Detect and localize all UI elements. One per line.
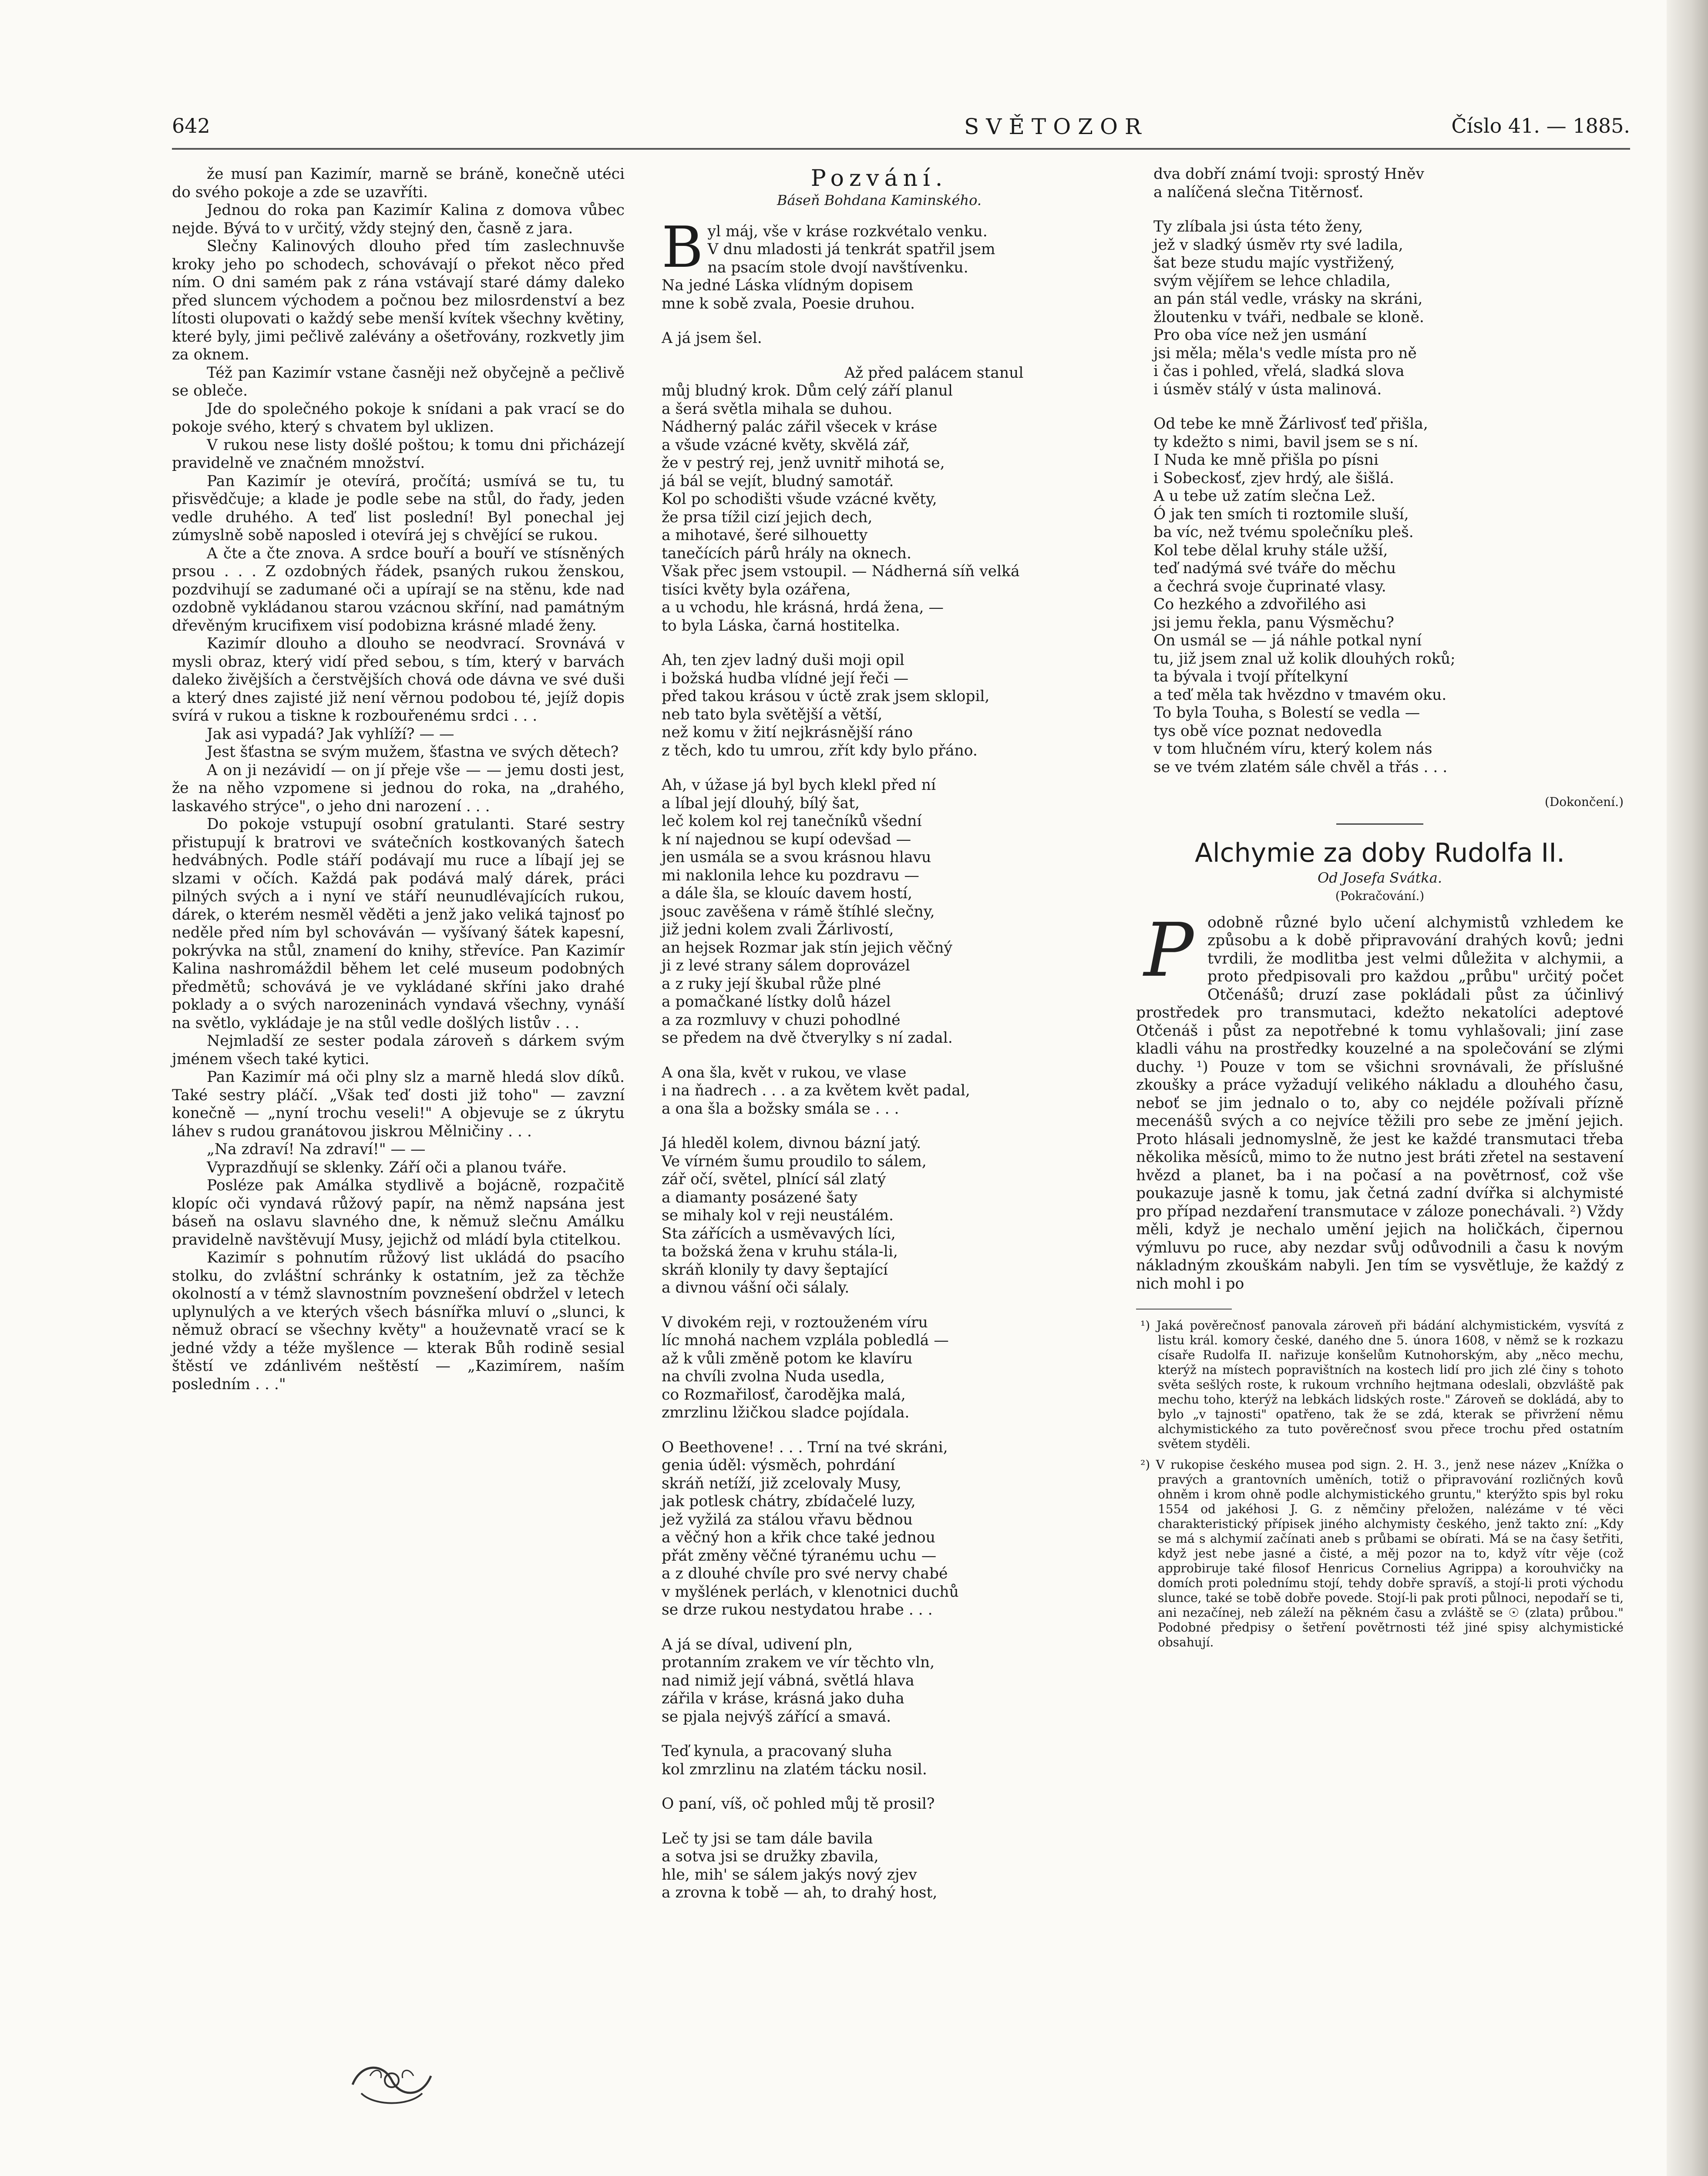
story-paragraph: A on ji nezávidí — on jí přeje vše — — jemu dosti jest, že na něho vzpomene si jednou do roka, na „drahého, laskavého strýce", o jeho dni narození . . . <box>172 761 625 815</box>
poem-line <box>662 473 1097 491</box>
poem-line <box>662 742 1097 760</box>
poem-line-text: tu, již jsem znal už kolik dlouhých roků; <box>1153 650 1456 668</box>
poem-line-text: můj bludný krok. Dům celý září planul <box>662 382 953 400</box>
poem-line <box>662 1708 1097 1726</box>
poem-line-text: až k vůli změně potom ke klavíru <box>662 1350 913 1367</box>
poem-line <box>662 295 1097 313</box>
poem-line <box>662 776 1097 795</box>
poem-line-text: a věčný hon a křik chce také jednou <box>662 1529 935 1546</box>
poem-line <box>1136 614 1624 632</box>
poem-line <box>662 1404 1097 1422</box>
poem-line-text: na psacím stole dvojí navštívenku. <box>707 259 968 276</box>
poem-line <box>1136 668 1624 686</box>
poem-line-text: a zrovna k tobě — ah, to drahý host, <box>662 1884 938 1901</box>
story-paragraph: Nejmladší ze sester podala zároveň s dárkem svým jménem všech také kytici. <box>172 1032 625 1068</box>
poem-line-text: Já hleděl kolem, divnou bázní jatý. <box>662 1135 921 1152</box>
poem-line <box>662 688 1097 706</box>
poem-line <box>662 241 1097 259</box>
poem-line-text: a líbal její dlouhý, bílý šat, <box>662 794 860 812</box>
column-1-story <box>172 165 625 1394</box>
story-paragraph: Též pan Kazimír vstane časněji než obyčejně a pečlivě se obleče. <box>172 364 625 400</box>
poem-line-text: jež v sladký úsměv rty své ladila, <box>1153 236 1403 254</box>
poem-line <box>1136 326 1624 345</box>
story-paragraph: Pan Kazimír má oči plny slz a marně hledá slov díků. Také sestry pláčí. „Však teď dosti již toho" — zavzní konečně — „nyní trochu veseli!" A objevuje se z úkrytu láhev s rudou granátovou jiskrou Mělničiny . . . <box>172 1068 625 1140</box>
poem-stanza <box>662 1830 1097 1902</box>
poem-line <box>662 1884 1097 1902</box>
page-edge-shadow <box>1667 0 1708 2176</box>
poem-line-text: žloutenku v tváři, nedbale se kloně. <box>1153 308 1424 326</box>
poem-line <box>1136 542 1624 560</box>
poem-line <box>662 454 1097 473</box>
poem-line-text: tisíci květy byla ozářena, <box>662 581 851 598</box>
poem-line <box>662 993 1097 1011</box>
poem-line-text: teď nadýmá své tváře do měchu <box>1153 560 1396 577</box>
poem-line <box>662 418 1097 437</box>
poem-line <box>1136 632 1624 650</box>
poem-line <box>1136 686 1624 705</box>
poem-line <box>662 831 1097 849</box>
poem-line-text: líc mnohá nachem vzplála pobledlá — <box>662 1332 949 1349</box>
poem-line <box>662 867 1097 885</box>
poem-stanza <box>662 214 1097 313</box>
poem-line <box>662 1011 1097 1030</box>
poem-line-text: skráň netíží, již zcelovaly Musy, <box>662 1474 901 1492</box>
poem-line <box>1136 381 1624 399</box>
poem-line <box>1136 470 1624 488</box>
poem-line <box>1136 596 1624 614</box>
poem-stanza <box>662 1636 1097 1726</box>
poem-line <box>662 1332 1097 1350</box>
story-paragraph: Pan Kazimír je otevírá, pročítá; usmívá se tu, tu přisvědčuje; a klade je podle sebe na stůl, do řady, jeden vedle druhého. A teď list poslední! Byl ponechal jej zúmyslně sobě naposled i otevírá jej s chvějící se rukou. <box>172 472 625 544</box>
story-paragraph: že musí pan Kazimír, marně se bráně, konečně utéci do svého pokoje a zde se uzavříti. <box>172 165 625 201</box>
poem-line <box>662 1225 1097 1243</box>
footnote: ²) V rukopise českého musea pod sign. 2. H. 3., jenž nese název „Knížka o pravých a grantovních uměních, totiž o připravování rozličných kovů ohněm i krom ohně podle alchymistického gruntu," kterýžto spis byl roku 1554 od jakéhosi J. G. z němčiny přeložen, nalézáme v té věci charakteristický přípisek jiného alchymisty českého, jenž takto zní: „Kdy se má s alchymií začínati aneb s průbami se obírati. Má se na časy šetřiti, když jest nebe jasné a čisté, a měj pozor na to, když vítr věje (což approbiruje také filosof Henricus Cornelius Agrippa) a korouhvičky na domích proti polednímu stojí, tehdy dobře spravíš, a stojí-li proti východu slunce, také se tobě dobře povede. Stojí-li pak proti půlnoci, nepodaří se ti, ani nezačínej, neb záleží na pěkném času a zvláště se ☉ (zlata) průbou." Podobné předpisy o šetření povětrnosti též jiné spisy alchymistické obsahují. <box>1140 1457 1624 1649</box>
poem-line-text: A já jsem šel. <box>662 329 762 347</box>
poem-line <box>1136 309 1624 327</box>
poem-line-text: i Sobeckosť, zjev hrdý, ale šišlá. <box>1153 469 1394 487</box>
poem-line <box>662 1866 1097 1884</box>
poem-line-text: hle, mih' se sálem jakýs nový zjev <box>662 1866 917 1884</box>
poem-line-text: ta božská žena v kruhu stála-li, <box>662 1243 898 1260</box>
poem-line <box>662 1457 1097 1475</box>
page-number: 642 <box>172 114 210 138</box>
poem-line-text: Až před palácem stanul <box>844 364 1024 382</box>
poem-line <box>662 795 1097 813</box>
ornament-vignette <box>344 2050 440 2111</box>
story-paragraph: Posléze pak Amálka stydlivě a bojácně, rozpačitě klopíc oči vyndavá růžový papír, na němž napsána jest báseň na oslavu slavného dne, k němuž slečnu Amálku pravidelně navštěvují Musy, jejichž od mládí byla ctitelkou. <box>172 1177 625 1249</box>
poem-line <box>1136 704 1624 722</box>
poem-stanza <box>662 329 1097 348</box>
poem-line <box>662 1439 1097 1457</box>
poem-line-text: a dále šla, se klouíc davem hostí, <box>662 885 912 902</box>
story-paragraph: Kazimír s pohnutím růžový list ukládá do psacího stolku, do zvláštní schránky k ostatním, jež za těchže okolností a v témž slavnostním povznešení obdržel v letech uplynulých a ve kterých všech básnířka mluví o „slunci, k němuž obrací se všechny květy" a houževnatě vrací se k jedné vždy a téže myšlence — kterak Bůh rodině sesial štěstí ve zdánlivém neštěstí — „Kazimírem, naším posledním . . ." <box>172 1249 625 1393</box>
poem-line <box>1136 487 1624 506</box>
poem-line-text: svým vějířem se lehce chladila, <box>1153 272 1391 290</box>
poem-line <box>662 545 1097 563</box>
footnote: ¹) Jaká pověrečnosť panovala zároveň při bádání alchymistickém, vysvítá z listu král. komory české, daného dne 5. února 1608, v němž se k rozkazu císaře Rudolfa II. nařizuje konšelům Kutnohorským, aby „něco mechu, kterýž na místech popravištních na kostech lidí pro jich zlé činy s tohoto světa sešlých roste, k rukoum vrchního hejtmana odeslali, obzvláště pak mechu toho, kterýž na lebkách lidských roste." Zároveň se dokládá, aby to bylo „v tajnosti" opatřeno, tak že se zdá, kterak se přivržení němu alchymistického za tuto pověrečnosť svou přece trochu před ostatním světem styděli. <box>1140 1318 1624 1451</box>
poem-line <box>662 1830 1097 1848</box>
poem-line <box>1136 740 1624 759</box>
poem-line <box>662 1848 1097 1866</box>
poem-line-text: a divnou vášní oči sálaly. <box>662 1279 850 1296</box>
poem-line <box>662 1171 1097 1189</box>
poem-line-text: v tom hlučném víru, který kolem nás <box>1153 740 1432 758</box>
poem-stanza <box>662 1743 1097 1779</box>
poem-line-text: nad nimiž její vábná, světlá hlava <box>662 1672 915 1689</box>
poem-line-text: se předem na dvě čtverylky s ní zadal. <box>662 1029 953 1047</box>
poem-line <box>662 1064 1097 1082</box>
poem-line <box>662 364 1097 383</box>
column-3 <box>1136 165 1624 1656</box>
poem-line <box>662 1261 1097 1279</box>
story-paragraph: V rukou nese listy došlé poštou; k tomu dni přicházejí pravidelně ve značném množství. <box>172 436 625 472</box>
poem-line <box>662 1475 1097 1493</box>
poem-line-text: kol zmrzlinu na zlatém tácku nosil. <box>662 1760 927 1778</box>
poem-line-text: dva dobří známí tvoji: sprostý Hněv <box>1153 165 1424 183</box>
article-continuation-note: (Pokračování.) <box>1335 889 1425 903</box>
poem-stanza <box>662 1064 1097 1118</box>
poem-line <box>1136 415 1624 433</box>
poem-line <box>662 1636 1097 1654</box>
poem-line-text: Ah, ten zjev ladný duši moji opil <box>662 651 904 669</box>
poem-line-text: mne k sobě zvala, Poesie druhou. <box>662 295 915 312</box>
poem-title: Pozvání. <box>810 165 948 191</box>
poem-line <box>662 277 1097 295</box>
poem-stanza <box>1136 218 1624 399</box>
poem-line-text: ta bývala i tvojí přítelkyní <box>1153 668 1348 685</box>
poem-line-text: a všude vzácné květy, skvělá zář, <box>662 436 910 454</box>
poem-line-text: Leč ty jsi se tam dále bavila <box>662 1830 873 1847</box>
poem-line <box>662 670 1097 688</box>
poem-line-text: Ty zlíbala jsi ústa této ženy, <box>1153 218 1363 235</box>
poem-line-text: a u vchodu, hle krásná, hrdá žena, — <box>662 599 944 616</box>
story-paragraph: Kazimír dlouho a dlouho se neodvrací. Srovnává v mysli obraz, který vidí před sebou, s tím, který v barvách daleko živějších a čerstvějších chová ode dávna ve své duši a který dnes zajisté již není věrnou podobou té, jejíž dopis svírá v rukou a tiskne k rozbouřenému srdci . . . <box>172 635 625 725</box>
poem-line <box>662 1529 1097 1547</box>
poem-line-text: Nádherný palác zářil všecek v kráse <box>662 418 938 436</box>
page-header <box>172 114 1630 144</box>
poem-line-text: a diamanty posázené šaty <box>662 1189 857 1206</box>
poem-line <box>662 813 1097 831</box>
poem-line-text: a ona šla a božsky smála se . . . <box>662 1100 899 1118</box>
article-author: Od Josefa Svátka. <box>1317 869 1442 886</box>
poem-line-text: co Rozmařilosť, čarodějka malá, <box>662 1386 906 1404</box>
poem-line-text: Ve vírném šumu proudilo to sálem, <box>662 1152 927 1170</box>
poem-line <box>1136 218 1624 236</box>
poem-line <box>662 1511 1097 1529</box>
poem-line <box>662 1279 1097 1297</box>
poem-stanza <box>662 776 1097 1048</box>
poem-line-text: Pro oba více než jen usmání <box>1153 326 1367 344</box>
poem-line <box>662 706 1097 724</box>
poem-line <box>662 903 1097 921</box>
poem-line-text: že prsa tížil cizí jejich dech, <box>662 508 873 526</box>
poem-line <box>662 975 1097 994</box>
poem-line <box>662 1243 1097 1261</box>
poem-line <box>662 490 1097 509</box>
poem-stanza <box>662 651 1097 760</box>
poem-stanza <box>1136 165 1624 201</box>
poem-line-text: a teď měla tak hvězdno v tmavém oku. <box>1153 686 1447 704</box>
poem-line <box>662 1654 1097 1672</box>
poem-line-text: to byla Láska, čarná hostitelka. <box>662 617 900 635</box>
poem-line <box>1136 560 1624 578</box>
poem-line <box>662 581 1097 599</box>
poem-line <box>662 563 1097 581</box>
poem-line-text: ji z levé strany sálem doprovázel <box>662 957 910 974</box>
poem-line-text: ba víc, než tvému společníku pleš. <box>1153 524 1414 541</box>
poem-line-text: an pán stál vedle, vrásky na skráni, <box>1153 290 1423 308</box>
poem-line <box>662 939 1097 957</box>
poem-stanza <box>662 1795 1097 1813</box>
article-body <box>1136 907 1624 1293</box>
poem-line-text: leč kolem kol rej tanečníků všední <box>662 813 922 830</box>
poem-stanza <box>662 364 1097 635</box>
poem-line <box>662 1690 1097 1708</box>
story-paragraph: Do pokoje vstupují osobní gratulanti. Staré sestry přistupují k bratrovi ve svátečních kostkovaných šatech hedvábných. Podle stáří podávají mu ruce a líbají jej se slzami v očích. Každá pak podává malý dárek, práci pilných svých a i nyní ve stáří neunudlévajících rukou, dárek, o kterém nesměl věděti a jenž jako veliká tajnosť po neděle před ním byl schováván — vyšívaný šátek kapesní, pokrývka na stůl, znamení do knihy, střevíce. Pan Kazimír Kalina nashromáždil během let celé museum podobných předmětů; schovává je ve vykládané skříni jako drahé poklady a o svých narozeninách vyndavá všechny, vynáší na světlo, vykládaje je na stůl vedle došlých listův . . . <box>172 816 625 1032</box>
poem-line-text: A ona šla, květ v rukou, ve vlase <box>662 1064 907 1081</box>
poem-line <box>662 1601 1097 1619</box>
poem-line-text: a za rozmluvy v chuzi pohodlné <box>662 1011 901 1029</box>
poem-line <box>662 1350 1097 1368</box>
poem-line <box>662 259 1097 277</box>
poem-line <box>662 400 1097 419</box>
poem-line <box>662 527 1097 545</box>
poem-line-text: Sta zářících a usměvavých líci, <box>662 1225 896 1242</box>
poem-line-text: a sotva jsi se družky zbavila, <box>662 1848 879 1865</box>
poem-line <box>662 1082 1097 1100</box>
story-paragraph: Jednou do roka pan Kazimír Kalina z domova vůbec nejde. Bývá to v určitý, vždy stejný den, časně z jara. <box>172 201 625 237</box>
poem-line-text: i čas i pohled, vřelá, sladká slova <box>1153 363 1405 380</box>
poem-line <box>1136 290 1624 309</box>
poem-line <box>1136 272 1624 291</box>
poem-line-text: mi naklonila lehce ku pozdravu — <box>662 866 919 884</box>
issue-label: Číslo 41. — 1885. <box>1451 114 1630 138</box>
poem-line <box>1136 363 1624 381</box>
poem-line-text: protanním zrakem ve vír těchto vln, <box>662 1654 935 1671</box>
poem-line-text: a z dlouhé chvíle pro své nervy chabé <box>662 1565 948 1582</box>
poem-line-text: skráň klonily ty davy šeptající <box>662 1261 888 1279</box>
poem-line <box>1136 759 1624 777</box>
poem-line-text: a nalíčená slečna Titěrnosť. <box>1153 183 1364 201</box>
poem-line <box>1136 451 1624 470</box>
poem-line-text: zářila v kráse, krásná jako duha <box>662 1690 904 1707</box>
poem-line-text: zmrzlinu lžičkou sladce pojídala. <box>662 1404 910 1421</box>
poem-line-text: se pjala nejvýš zářící a smavá. <box>662 1708 891 1726</box>
story-paragraph: Jde do společného pokoje k snídani a pak vrací se do pokoje svého, který s chvatem byl uklizen. <box>172 400 625 436</box>
poem-line-text: Ó jak ten smích ti roztomile sluší, <box>1153 505 1409 523</box>
story-paragraph: Slečny Kalinových dlouho před tím zaslechnuvše kroky jeho po schodech, schovávají o překot něco před ním. O dni samém pak z rána vstávají staré dámy daleko před sluncem východem a počnou bez milosrdenství a bez lítosti olupovati o každý sebe menší kvítek všechny květiny, které byly, jimi pečlivě zalévány a ošetřovány, rozkvetly jim za oknem. <box>172 238 625 363</box>
poem-line <box>1136 506 1624 524</box>
poem-author: Báseň Bohdana Kaminského. <box>777 192 982 208</box>
poem-line <box>1136 524 1624 542</box>
poem-line <box>662 651 1097 670</box>
poem-line-text: na chvíli zvolna Nuda usedla, <box>662 1368 885 1385</box>
poem-line <box>662 437 1097 455</box>
poem-line-text: i na ňadrech . . . a za květem květ padal, <box>662 1082 970 1099</box>
poem-line <box>662 1368 1097 1386</box>
poem-line-text: jen usmála se a svou krásnou hlavu <box>662 849 931 866</box>
poem-line-text: se mihaly kol v reji neustálém. <box>662 1207 894 1224</box>
poem-line <box>1136 578 1624 596</box>
story-paragraph: A čte a čte znova. A srdce bouří a bouří ve stísněných prsou . . . Z ozdobných řádek, psaných rukou ženskou, pozdvihují se zadumané oči a upírají se na stěnu, kde nad ozdobně vykládanou starou vzácnou skříní, nad památným dřevěným krucifixem visí podobizna krásné mladé ženy. <box>172 544 625 635</box>
poem-line-text: přát změny věčné týranému uchu — <box>662 1547 937 1565</box>
poem-line-text: před takou krásou v úctě zrak jsem sklopil, <box>662 688 990 705</box>
poem-line <box>662 329 1097 348</box>
poem-line <box>662 617 1097 635</box>
poem-line <box>1136 165 1624 184</box>
poem-line <box>662 1189 1097 1207</box>
poem-line-text: jež vyžilá za stálou vřavu bědnou <box>662 1511 913 1528</box>
poem-line <box>662 1386 1097 1404</box>
poem-line-text: než komu v žití nejkrásnější ráno <box>662 724 913 741</box>
poem-line <box>662 885 1097 903</box>
poem-line-text: se drze rukou nestydatou hrabe . . . <box>662 1601 933 1619</box>
poem-line-text: neb tato byla světější a větší, <box>662 705 883 723</box>
poem-line <box>662 1207 1097 1225</box>
poem-line-text: tys obě více poznat nedovedla <box>1153 722 1382 740</box>
poem-line <box>662 382 1097 400</box>
footnote-rule <box>1136 1309 1232 1310</box>
poem-line-text: On usmál se — já náhle potkal nyní <box>1153 632 1422 649</box>
footnotes <box>1136 1318 1624 1650</box>
story-paragraph: Jak asi vypadá? Jak vyhlíží? — — <box>207 725 454 743</box>
poem-line-text: a šerá světla mihala se duhou. <box>662 400 893 418</box>
poem-stanza <box>662 1135 1097 1297</box>
poem-continuation <box>1136 165 1624 776</box>
poem-line-text: Od tebe ke mně Žárlivosť teď přišla, <box>1153 415 1428 433</box>
poem-line <box>1136 236 1624 255</box>
poem-line <box>1136 722 1624 741</box>
poem-line <box>662 509 1097 527</box>
poem-line <box>662 1100 1097 1118</box>
poem-line-text: zář očí, světel, plnící sál zlatý <box>662 1171 886 1188</box>
poem-line <box>662 1795 1097 1813</box>
poem-line-text: já bál se vejít, bludný samotář. <box>662 472 894 490</box>
poem-end-note: (Dokončení.) <box>1544 795 1624 809</box>
poem-line <box>662 1135 1097 1153</box>
poem-line-text: A já se díval, udivení pln, <box>662 1635 853 1653</box>
poem-line-text: Kol po schodišti všude vzácné květy, <box>662 490 937 508</box>
poem-line-text: Ah, v úžase já byl bych klekl před ní <box>662 776 936 794</box>
poem-line <box>662 1761 1097 1779</box>
poem-line-text: O paní, víš, oč pohled můj tě prosil? <box>662 1795 935 1813</box>
poem-line-text: jsi měla; měla's vedle místa pro ně <box>1153 344 1417 362</box>
poem-line <box>1136 345 1624 363</box>
poem-line <box>662 1743 1097 1761</box>
poem-line-text: Co hezkého a zdvořilého asi <box>1153 596 1366 613</box>
poem-line-text: Na jedné Láska vlídným dopisem <box>662 277 913 294</box>
column-2-poem <box>662 165 1097 1919</box>
poem-line-text: I Nuda ke mně přišla po písni <box>1153 451 1379 469</box>
story-paragraph: „Na zdraví! Na zdraví!" — — <box>207 1141 426 1158</box>
poem-dropcap: B <box>662 214 703 280</box>
poem-line <box>1136 184 1624 202</box>
poem-line-text: To byla Touha, s Bolestí se vedla — <box>1153 704 1420 722</box>
poem-line-text: a mihotavé, šeré silhouetty <box>662 527 868 544</box>
poem-line-text: z těch, kdo tu umrou, zřít kdy bylo přáno. <box>662 742 978 759</box>
poem-line <box>1136 650 1624 668</box>
poem-line-text: jsouc zavěšena v rámě štíhlé slečny, <box>662 903 935 920</box>
poem-line-text: ty kdežto s nimi, bavil jsem se s ní. <box>1153 433 1419 451</box>
poem-stanza <box>662 1439 1097 1619</box>
poem-line <box>662 849 1097 867</box>
poem-line-text: Teď kynula, a pracovaný sluha <box>662 1743 892 1760</box>
poem-line-text: jsi jemu řekla, panu Výsměchu? <box>1153 614 1394 631</box>
poem-line-text: V divokém reji, v roztouženém víru <box>662 1313 928 1331</box>
article-dropcap: P <box>1143 907 1194 994</box>
poem-line-text: již jedni kolem zvali Žárlivostí, <box>662 921 894 938</box>
poem-line-text: i úsměv stálý v ústa malinová. <box>1153 380 1382 398</box>
poem-line-text: O Beethovene! . . . Trní na tvé skráni, <box>662 1438 948 1456</box>
poem-line-text: a z ruky její škubal růže plné <box>662 975 881 993</box>
poem-line <box>662 724 1097 742</box>
poem-line-text: an hejsek Rozmar jak stín jejich věčný <box>662 939 952 957</box>
poem-line-text: genia úděl: výsměch, pohrdání <box>662 1457 895 1474</box>
poem-line-text: V dnu mladosti já tenkrát spatřil jsem <box>707 241 995 258</box>
poem-stanza <box>662 1314 1097 1422</box>
poem-line <box>662 1314 1097 1332</box>
poem-line-text: i božská hudba vlídné její řeči — <box>662 669 909 687</box>
poem-line-text: tanečících párů hrály na oknech. <box>662 544 911 562</box>
poem-line-text: A u tebe už zatím slečna Lež. <box>1153 487 1376 505</box>
poem-line <box>662 1565 1097 1583</box>
poem-line-text: yl máj, vše v kráse rozkvétalo venku. <box>707 222 988 240</box>
header-rule <box>172 148 1630 150</box>
journal-title: SVĚTOZOR <box>964 114 1148 139</box>
poem-line <box>662 599 1097 617</box>
poem-line-text: k ní najednou se kupí odevšad — <box>662 830 911 848</box>
story-paragraph: Vyprazdňují se sklenky. Září oči a planou tváře. <box>207 1159 567 1176</box>
section-divider <box>1336 823 1423 825</box>
poem-stanza <box>1136 415 1624 776</box>
poem-line <box>662 1153 1097 1171</box>
poem-line-text: Však přec jsem vstoupil. — Nádherná síň velká <box>662 563 1020 580</box>
article-text: odobně různé bylo učení alchymistů vzhledem ke způsobu a k době připravování drahých kovů; jedni tvrdili, že modlitba jest velmi důležita v alchymii, a proto předpisovali pro každou „průbu" určitý počet Otčenášů; druzí zase pokládali půst za účinlivý prostředek pro transmutaci, kdežto nekatolíci adeptové Otčenáš i půst za nepotřebné k tomu vyhlašovali; jiní zase kladli váhu na prostředky kouzelné a na společování se zlými duchy. ¹) Pouze v tom se všichni srovnávali, že příslušné zkoušky a práce vyžadují velikého nákladu a dlouhého času, neboť se jim jednalo o to, aby co nejdéle požívali přízně mecenášů svých a co nejvíce těžili pro sebe ze jmění jejich. Proto hlásali jednomyslně, že jest ke každé transmutaci třeba několika měsíců, mimo to že nutno jest bráti zřetel na sestavení hvězd a planet, ba i na počasí a na povětrnosť, což vše poukazuje jasně k tomu, jak četná zadní dvířka si alchymisté pro případ nezdaření transmutace v záloze ponechávali. ²) Vždy měli, když je nechalo umění jejich na holičkách, čipernou výmluvu po ruce, aby nezdar svůj odůvodnili a času k novým nákladným zkouškám nabyli. Jen tím se vysvětluje, že každý z nich mohl i po <box>1136 913 1624 1293</box>
poem-line-text: šat beze studu majíc vystřižený, <box>1153 254 1395 272</box>
poem-stanzas <box>662 214 1097 1902</box>
poem-line-text: jak potlesk chátry, zbídačelé luzy, <box>662 1493 916 1510</box>
poem-line <box>662 921 1097 939</box>
poem-line <box>662 1547 1097 1565</box>
poem-line-text: a čechrá svoje čuprinaté vlasy. <box>1153 578 1386 595</box>
poem-line <box>662 1029 1097 1048</box>
poem-line <box>1136 433 1624 452</box>
poem-line <box>662 957 1097 975</box>
poem-line <box>1136 254 1624 272</box>
poem-line <box>662 1493 1097 1511</box>
poem-line-text: v myšlének perlách, v klenotnici duchů <box>662 1583 959 1601</box>
article-title: Alchymie za doby Rudolfa II. <box>1194 837 1565 868</box>
poem-line-text: Kol tebe dělal kruhy stále užší, <box>1153 541 1388 559</box>
poem-line-text: že v pestrý rej, jenž uvnitř mihotá se, <box>662 454 945 472</box>
poem-line <box>662 1672 1097 1690</box>
poem-line-text: a pomačkané lístky dolů házel <box>662 993 891 1011</box>
poem-line <box>662 1583 1097 1602</box>
poem-line-text: se ve tvém zlatém sále chvěl a třás . . . <box>1153 758 1448 776</box>
story-paragraph: Jest šťastna se svým mužem, šťastna ve svých dětech? <box>207 743 619 761</box>
